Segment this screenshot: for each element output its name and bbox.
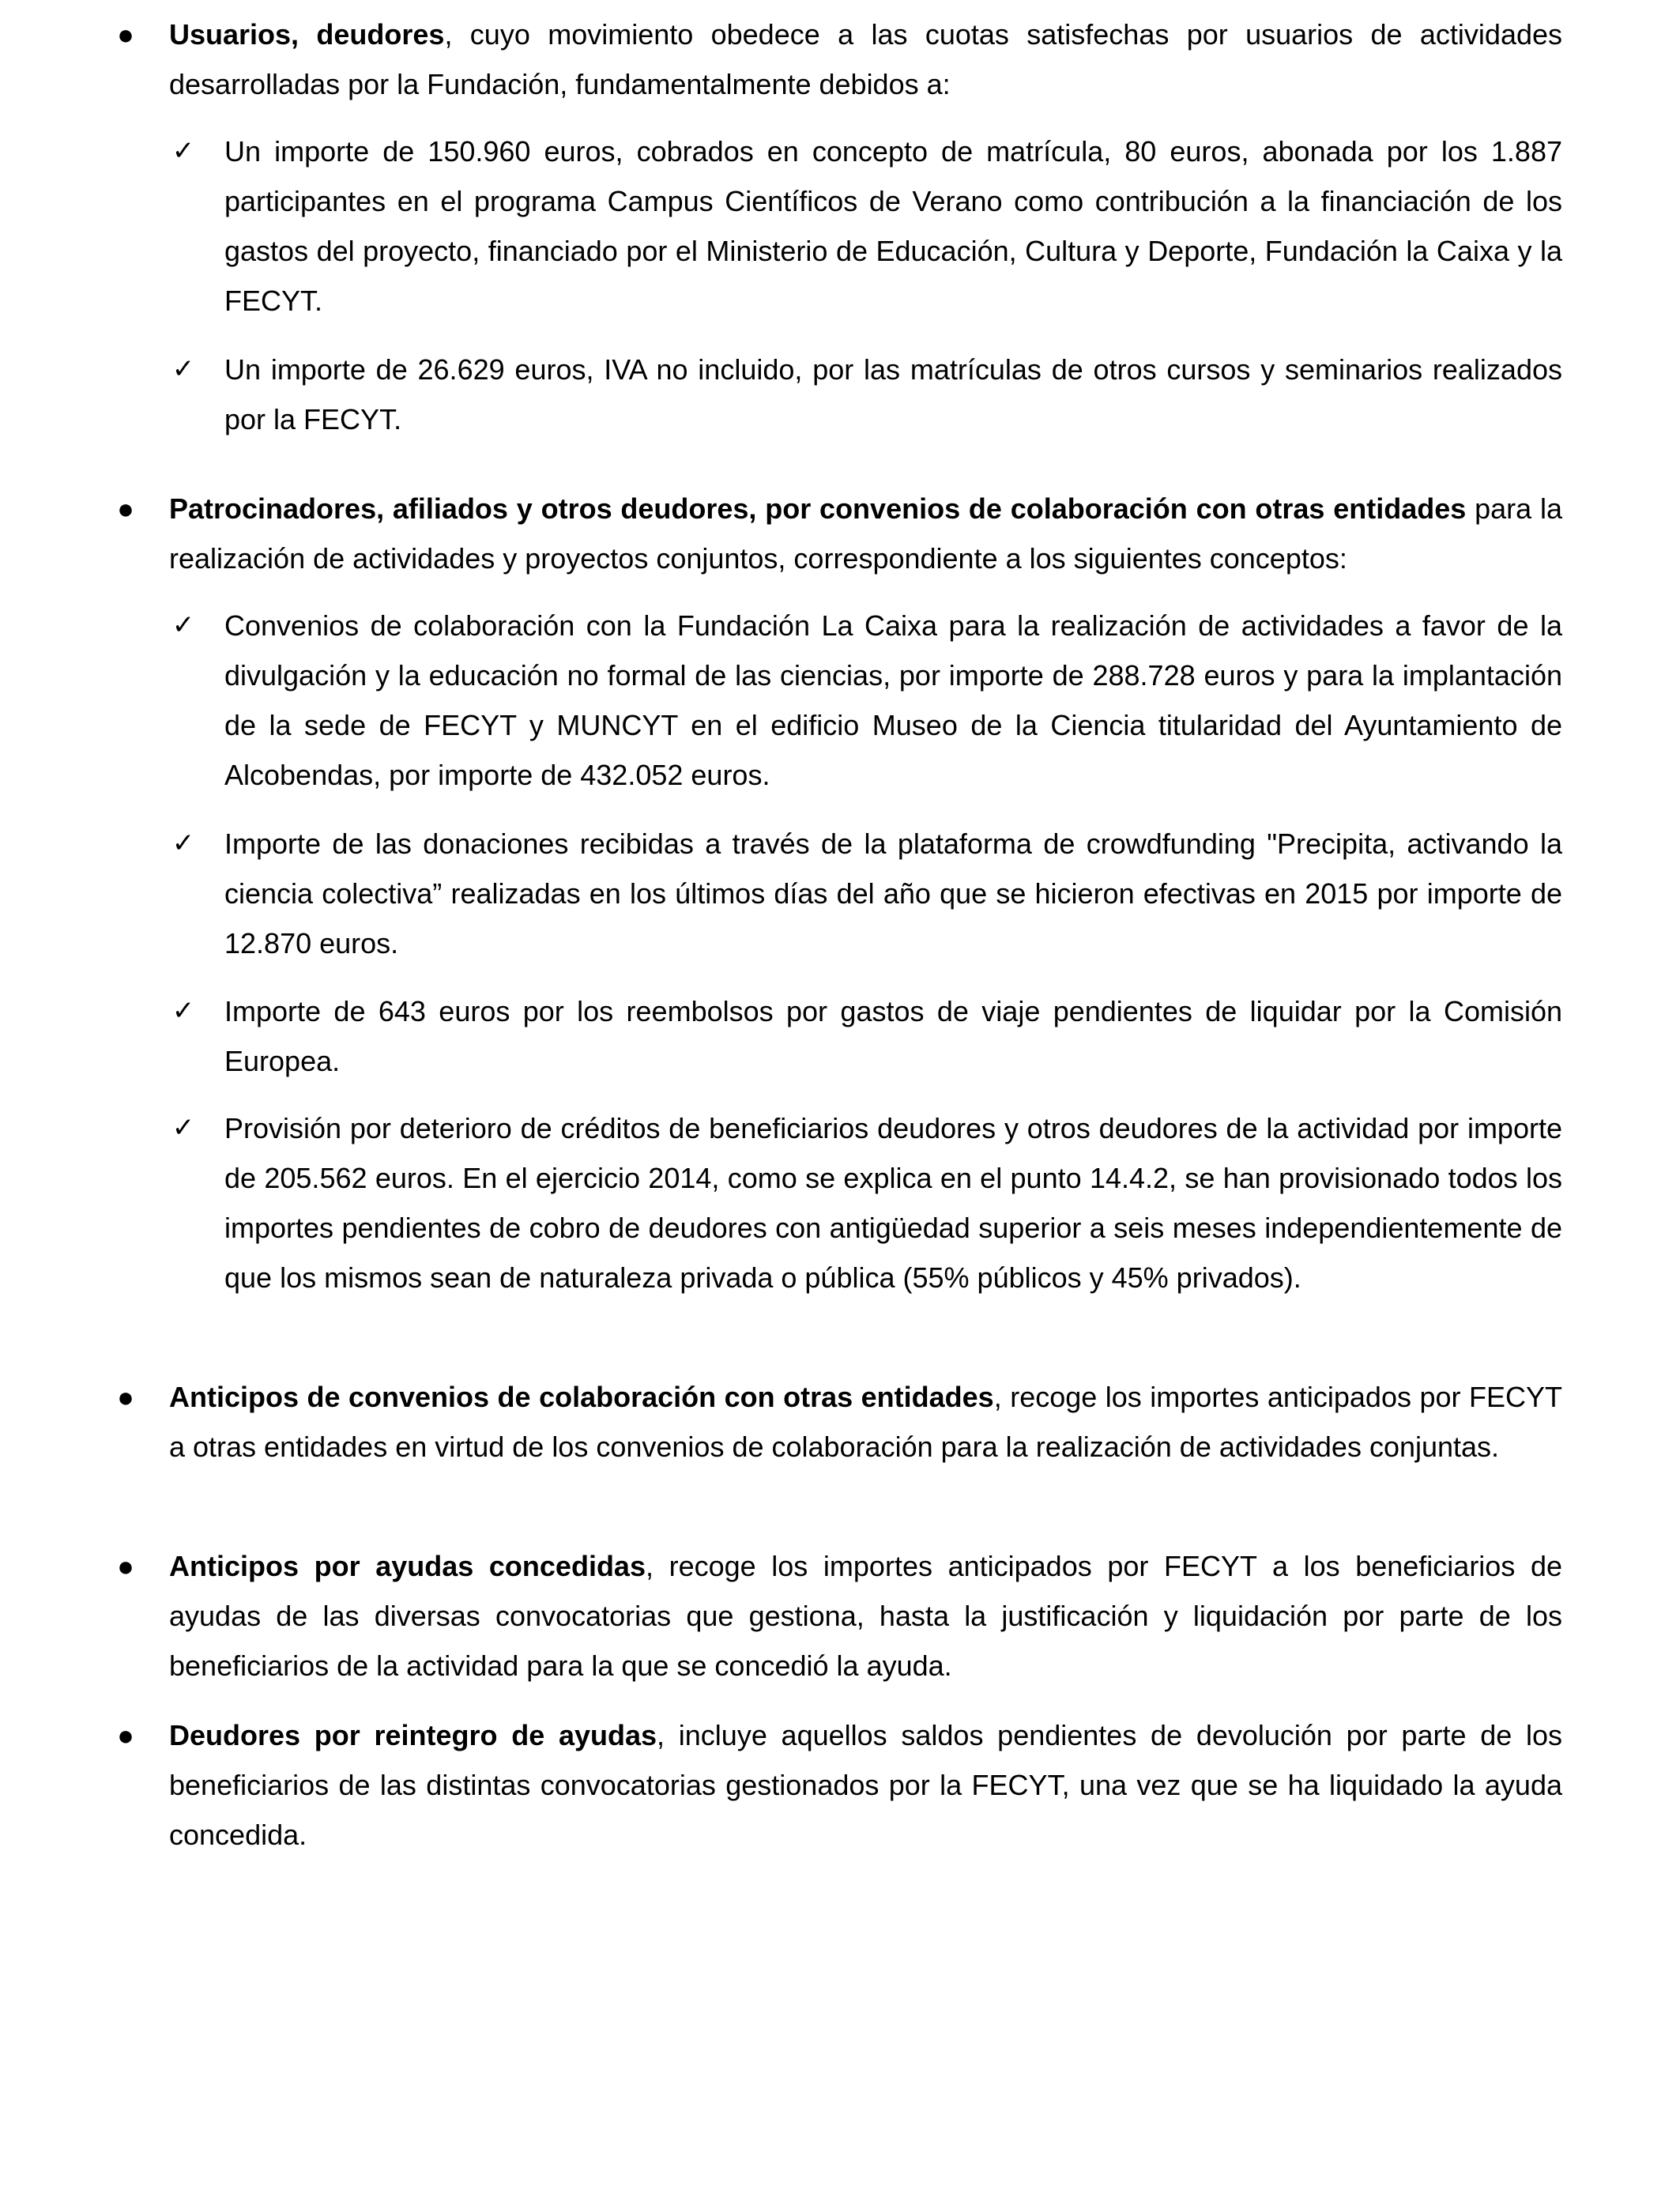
bullet-text: , recoge los importes anticipados por FECYT a otras entidades en virtud de los convenios de colaboración para la realización de actividades conjuntas.: [169, 1381, 1562, 1463]
bullet-item-anticipos-ayudas: [117, 1541, 1562, 1691]
check-item: [171, 126, 1562, 326]
check-text: Un importe de 150.960 euros, cobrados en concepto de matrícula, 80 euros, abonada por los 1.887 participantes en el programa Campus Científicos de Verano como contribución a la financiación de los gastos del proyecto, financiado por el Ministerio de Educación, Cultura y Deporte, Fundación la Caixa y la FECYT.: [224, 135, 1562, 317]
check-item: [171, 1103, 1562, 1302]
check-text: Importe de 643 euros por los reembolsos por gastos de viaje pendientes de liquidar por la Comisión Europea.: [224, 995, 1562, 1077]
bullet-heading: Usuarios, deudores: [169, 18, 445, 51]
bullet-heading: Patrocinadores, afiliados y otros deudores, por convenios de colaboración con otras entidades: [169, 492, 1467, 525]
checkmark-icon: ✓: [171, 353, 195, 385]
check-text: Convenios de colaboración con la Fundación La Caixa para la realización de actividades a favor de la divulgación y la educación no formal de las ciencias, por importe de 288.728 euros y para la implantación de la sede de FECYT y MUNCYT en el edificio Museo de la Ciencia titularidad del Ayuntamiento de Alcobendas, por importe de 432.052 euros.: [224, 609, 1562, 791]
checkmark-icon: ✓: [171, 609, 195, 641]
bullet-text: , recoge los importes anticipados por FECYT a los beneficiarios de ayudas de las diversas convocatorias que gestiona, hasta la justificación y liquidación por parte de los beneficiarios de la actividad para la que se concedió la ayuda.: [169, 1550, 1562, 1682]
check-item: [171, 986, 1562, 1086]
checkmark-icon: ✓: [171, 995, 195, 1027]
bullet-text: , cuyo movimiento obedece a las cuotas satisfechas por usuarios de actividades desarrolladas por la Fundación, fundamentalmente debidos a:: [169, 18, 1563, 100]
bullet-heading: Deudores por reintegro de ayudas: [169, 1719, 657, 1751]
check-item: [171, 601, 1562, 800]
bullet-item-deudores-reintegro: [117, 1710, 1562, 1860]
bullet-item-anticipos-convenios: [117, 1372, 1562, 1472]
check-text: Provisión por deterioro de créditos de beneficiarios deudores y otros deudores de la actividad por importe de 205.562 euros. En el ejercicio 2014, como se explica en el punto 14.4.2, se han provisionado todos los importes pendientes de cobro de deudores con antigüedad superior a seis meses independientemente de que los mismos sean de naturaleza privada o pública (55% públicos y 45% privados).: [224, 1112, 1562, 1294]
bullet-text: para la realización de actividades y proyectos conjuntos, correspondiente a los siguientes conceptos:: [169, 492, 1562, 575]
bullet-heading: Anticipos por ayudas concedidas: [169, 1550, 646, 1582]
check-item: [171, 345, 1562, 444]
bullet-text: , incluye aquellos saldos pendientes de devolución por parte de los beneficiarios de las distintas convocatorias gestionados por la FECYT, una vez que se ha liquidado la ayuda concedida.: [169, 1719, 1562, 1851]
bullet-heading: Anticipos de convenios de colaboración con otras entidades: [169, 1381, 994, 1413]
check-text: Importe de las donaciones recibidas a través de la plataforma de crowdfunding "Precipita, activando la ciencia colectiva” realizadas en los últimos días del año que se hicieron efectivas en 2015 por importe de 12.870 euros.: [224, 827, 1562, 959]
checkmark-icon: ✓: [171, 1112, 195, 1144]
bullet-item-usuarios-deudores: [117, 9, 1563, 109]
check-text: Un importe de 26.629 euros, IVA no incluido, por las matrículas de otros cursos y seminarios realizados por la FECYT.: [224, 353, 1562, 435]
bullet-icon: ●: [117, 1550, 134, 1582]
bullet-item-patrocinadores: [117, 484, 1562, 583]
bullet-icon: ●: [117, 18, 134, 51]
bullet-icon: ●: [117, 492, 134, 525]
bullet-icon: ●: [117, 1719, 134, 1751]
checkmark-icon: ✓: [171, 827, 195, 859]
check-item: [171, 819, 1562, 968]
bullet-icon: ●: [117, 1381, 134, 1413]
checkmark-icon: ✓: [171, 135, 195, 167]
